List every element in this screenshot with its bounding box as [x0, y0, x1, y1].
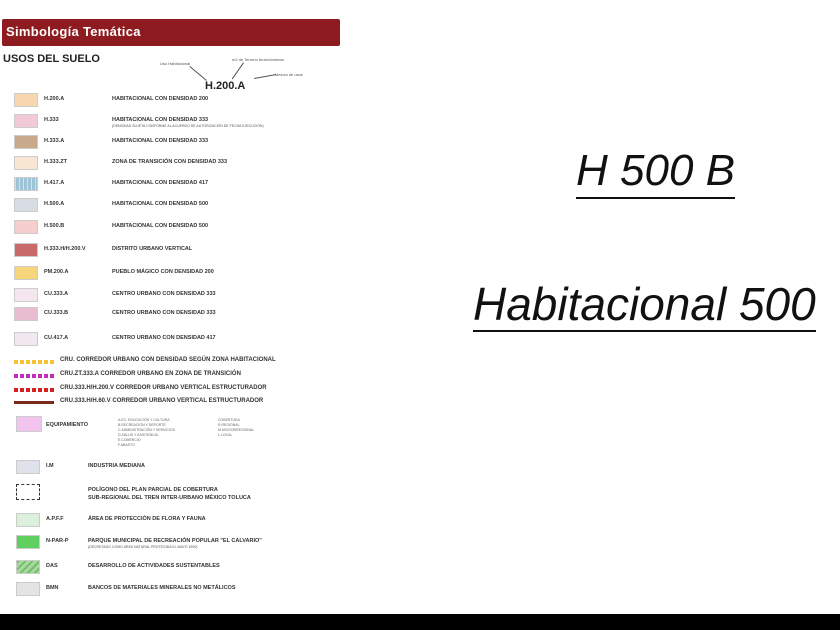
- legend-swatch: [16, 513, 40, 527]
- bottom-bar: [0, 614, 840, 630]
- corridor-swatch: [14, 360, 54, 364]
- corridor-row: [14, 357, 344, 369]
- equipamiento-item: B.RECREACIÓN Y DEPORTE: [118, 423, 166, 427]
- legend-panel: [0, 0, 350, 612]
- legend-note: (DENSIDAD SUJETA CONFORME AL ACUERDO DE AUTORIZACIÓN DE FECHA EJECUCIÓN): [112, 124, 264, 128]
- legend-description: INDUSTRIA MEDIANA: [88, 463, 145, 469]
- legend-swatch: [14, 243, 38, 257]
- legend-swatch: [14, 114, 38, 128]
- legend-row: [0, 198, 350, 218]
- legend-row: [0, 535, 350, 555]
- legend-description: HABITACIONAL CON DENSIDAD 333: [112, 138, 209, 144]
- legend-swatch: [14, 307, 38, 321]
- legend-code: H.333: [44, 117, 59, 123]
- legend-swatch: [14, 177, 38, 191]
- equipamiento-swatch: [16, 416, 42, 432]
- annotation-code: H 500 B: [576, 145, 735, 199]
- key-pointer-mid: [232, 62, 244, 79]
- legend-swatch: [14, 332, 38, 346]
- legend-swatch: [16, 560, 40, 574]
- legend-swatch: [16, 582, 40, 596]
- legend-description: POLÍGONO DEL PLAN PARCIAL DE COBERTURA: [88, 487, 218, 493]
- legend-swatch: [16, 535, 40, 549]
- legend-code: N-PAR-P: [46, 538, 69, 544]
- legend-row: [0, 582, 350, 602]
- corridor-code: CRU.333.H/H.200.V: [60, 385, 115, 391]
- corridor-description: CORREDOR URBANO VERTICAL ESTRUCTURADOR: [112, 398, 264, 404]
- equipamiento-item: M.MICRORREGIONAL: [218, 428, 255, 432]
- legend-code: CU.333.B: [44, 310, 69, 316]
- equipamiento-item: COBERTURA: [218, 418, 240, 422]
- legend-description: DISTRITO URBANO VERTICAL: [112, 246, 193, 252]
- legend-description: CENTRO URBANO CON DENSIDAD 333: [112, 310, 216, 316]
- equipamiento-item: D.SALUD Y ASISTENCIA: [118, 433, 158, 437]
- legend-description: ZONA DE TRANSICIÓN CON DENSIDAD 333: [112, 159, 228, 165]
- legend-row: [0, 560, 350, 580]
- legend-code: PM.200.A: [44, 269, 69, 275]
- legend-row: [0, 156, 350, 176]
- corridor-row: [14, 385, 344, 397]
- legend-title-bar: [2, 19, 340, 46]
- key-sample-code: H.200.A: [205, 80, 246, 92]
- legend-row: [0, 114, 350, 134]
- legend-swatch: [14, 93, 38, 107]
- legend-code: H.333.ZT: [44, 159, 67, 165]
- legend-code: A.P.F.F: [46, 516, 64, 522]
- legend-description: SUB-REGIONAL DEL TREN INTER-URBANO MÉXICO TOLUCA: [88, 495, 251, 501]
- legend-swatch: [14, 288, 38, 302]
- key-note-right: Mezcla de usos: [275, 72, 303, 77]
- legend-row: [0, 266, 350, 286]
- legend-code: I.M: [46, 463, 54, 469]
- corridor-swatch: [14, 401, 54, 404]
- legend-swatch: [16, 484, 40, 500]
- equipamiento-item: R.REGIONAL: [218, 423, 240, 427]
- key-pointer-right: [254, 74, 276, 79]
- legend-swatch: [14, 198, 38, 212]
- equipamiento-list-b: [218, 418, 254, 438]
- legend-description: HABITACIONAL CON DENSIDAD 200: [112, 96, 209, 102]
- legend-code: H.500.B: [44, 223, 65, 229]
- corridor-text: [60, 398, 263, 404]
- legend-row: [0, 177, 350, 197]
- corridor-code: CRU.: [60, 357, 75, 363]
- legend-description: BANCOS DE MATERIALES MINERALES NO METÁLICOS: [88, 585, 236, 591]
- annotation-description: Habitacional 500: [473, 278, 816, 330]
- corridor-text: [60, 357, 276, 363]
- equipamiento-item: F.ABASTO: [118, 443, 135, 447]
- section-heading: USOS DEL SUELO: [3, 53, 100, 65]
- equipamiento-label: EQUIPAMIENTO: [46, 422, 88, 428]
- legend-code: H.333.A: [44, 138, 65, 144]
- legend-description: DESARROLLO DE ACTIVIDADES SUSTENTABLES: [88, 563, 220, 569]
- legend-swatch: [14, 135, 38, 149]
- legend-code: H.200.A: [44, 96, 65, 102]
- legend-description: HABITACIONAL CON DENSIDAD 417: [112, 180, 209, 186]
- legend-description: PARQUE MUNICIPAL DE RECREACIÓN POPULAR "EL CALVARIO": [88, 538, 262, 544]
- key-note-mid: m2 de Terreno bruto/vivienda: [232, 57, 284, 62]
- legend-row: [0, 513, 350, 533]
- legend-description: CENTRO URBANO CON DENSIDAD 333: [112, 291, 216, 297]
- corridor-code: CRU.333.H/H.60.V: [60, 398, 111, 404]
- legend-description: HABITACIONAL CON DENSIDAD 500: [112, 223, 209, 229]
- legend-description: HABITACIONAL CON DENSIDAD 500: [112, 201, 209, 207]
- legend-code: BMN: [46, 585, 59, 591]
- corridor-swatch: [14, 374, 54, 378]
- legend-code: H.333.H/H.200.V: [44, 246, 86, 252]
- legend-row-equipamiento: [0, 416, 350, 447]
- legend-row: [0, 484, 350, 504]
- legend-swatch: [14, 220, 38, 234]
- legend-row: [0, 288, 350, 308]
- equipamiento-item: A.EC. EDUCACIÓN Y CULTURA: [118, 418, 170, 422]
- legend-swatch: [14, 266, 38, 280]
- legend-code: H.417.A: [44, 180, 65, 186]
- corridor-row: [14, 398, 344, 410]
- corridor-description: CORREDOR URBANO VERTICAL ESTRUCTURADOR: [115, 385, 267, 391]
- corridor-row: [14, 371, 344, 383]
- legend-title: Simbología Temática: [6, 24, 141, 39]
- legend-description: HABITACIONAL CON DENSIDAD 333: [112, 117, 209, 123]
- legend-row: [0, 135, 350, 155]
- corridor-text: [60, 385, 267, 391]
- corridor-description: CORREDOR URBANO EN ZONA DE TRANSICIÓN: [100, 371, 241, 377]
- legend-row: [0, 460, 350, 480]
- legend-description: ÁREA DE PROTECCIÓN DE FLORA Y FAUNA: [88, 516, 206, 522]
- legend-code: DAS: [46, 563, 58, 569]
- legend-note: (DECRETADO COMO ÁREA NATURAL PROTEGIDA EL MAYO 1990): [88, 545, 198, 549]
- corridor-text: [60, 371, 241, 377]
- legend-row: [0, 93, 350, 113]
- legend-swatch: [14, 156, 38, 170]
- legend-row: [0, 243, 350, 263]
- legend-description: CENTRO URBANO CON DENSIDAD 417: [112, 335, 216, 341]
- legend-row: [0, 332, 350, 352]
- key-pointer-left: [189, 66, 206, 81]
- legend-row: [0, 307, 350, 327]
- equipamiento-item: E.COMERCIO: [118, 438, 141, 442]
- equipamiento-item: L.LOCAL: [218, 433, 233, 437]
- legend-code: CU.417.A: [44, 335, 69, 341]
- corridor-description: CORREDOR URBANO CON DENSIDAD SEGÚN ZONA HABITACIONAL: [76, 357, 276, 363]
- key-note-left: Uso Habitacional: [160, 61, 191, 66]
- legend-row: [0, 220, 350, 240]
- corridor-code: CRU.ZT.333.A: [60, 371, 99, 377]
- equipamiento-item: C.ADMINISTRACIÓN Y SERVICIOS: [118, 428, 175, 432]
- corridor-swatch: [14, 388, 54, 392]
- legend-swatch: [16, 460, 40, 474]
- legend-description: PUEBLO MÁGICO CON DENSIDAD 200: [112, 269, 214, 275]
- legend-code: H.500.A: [44, 201, 65, 207]
- equipamiento-list-a: [118, 418, 175, 448]
- legend-code: CU.333.A: [44, 291, 69, 297]
